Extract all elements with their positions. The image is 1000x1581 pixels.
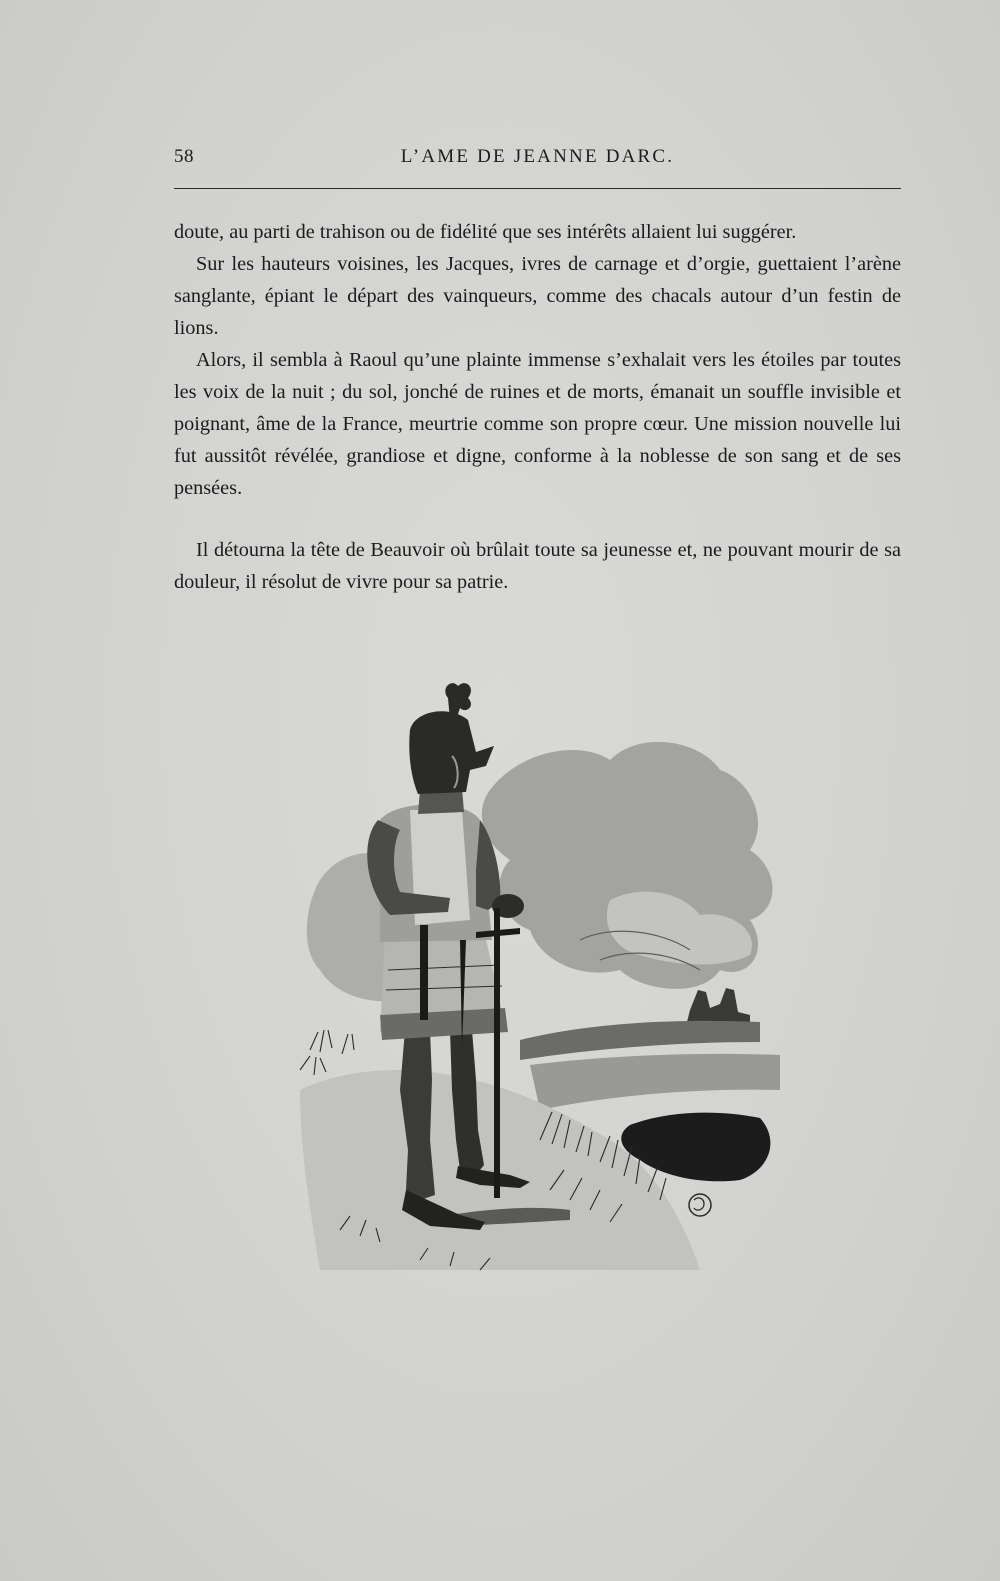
paragraph: Il détourna la tête de Beauvoir où brûlait toute sa jeunesse et, ne pouvant mourir de sa douleur, il résolut de vivre pour sa patrie.: [174, 539, 901, 593]
running-title: L’AME DE JEANNE DARC.: [400, 146, 675, 167]
paragraph-continuation: doute, au parti de trahison ou de fidélité que ses intérêts allaient lui suggérer.: [174, 221, 797, 243]
knight-illustration: [280, 670, 800, 1330]
page-header: [174, 146, 901, 176]
paragraph: Sur les hauteurs voisines, les Jacques, ivres de carnage et d’orgie, guettaient l’arène sanglante, épiant le départ des vainqueurs, comme des chacals autour d’un festin de lions.: [174, 253, 901, 339]
paragraph: Alors, il sembla à Raoul qu’une plainte immense s’exhalait vers les étoiles par toutes les voix de la nuit ; du sol, jonché de ruines et de morts, émanait un souffle invisible et poignant, âme de la France, meurtrie comme son propre cœur. Une mission nouvelle lui fut aussitôt révélée, grandiose et digne, conforme à la noblesse de son sang et de ses pensées.: [174, 349, 901, 499]
page-number: 58: [174, 146, 194, 167]
body-text: [174, 216, 901, 598]
header-rule: [174, 188, 901, 189]
armored-knight-with-sword-icon: [280, 670, 800, 1330]
